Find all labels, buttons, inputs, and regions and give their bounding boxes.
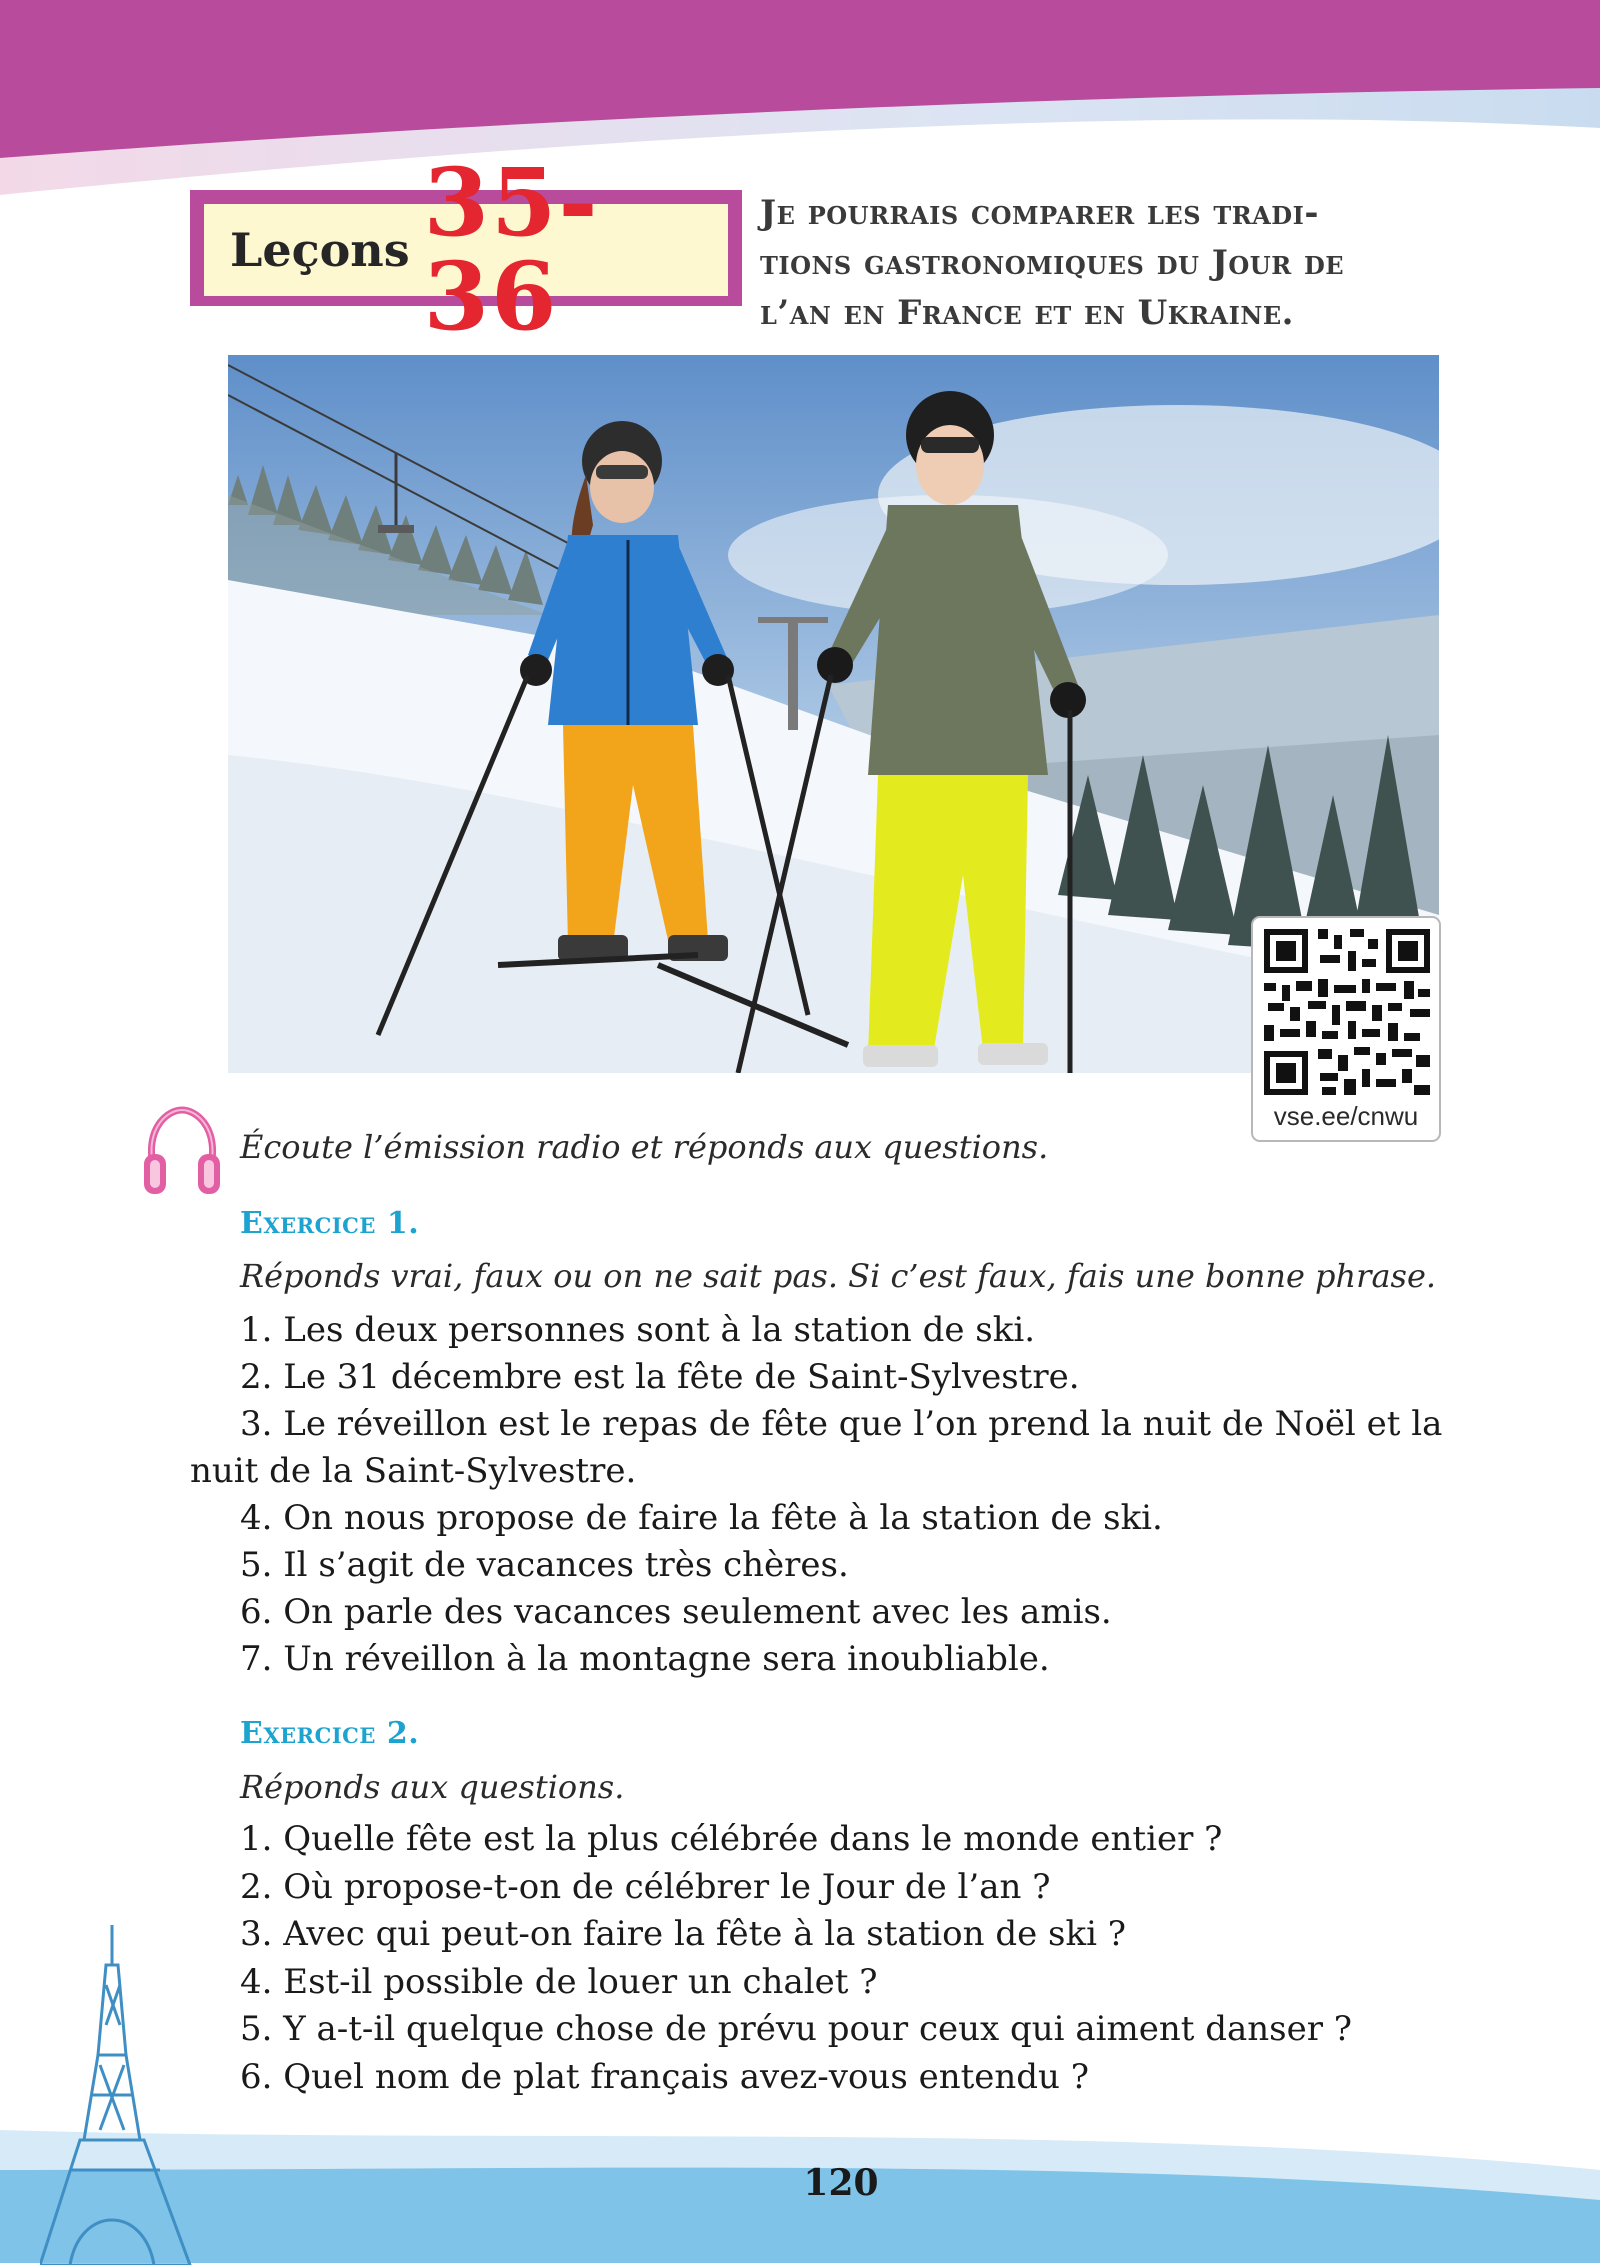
listening-instruction: Écoute l’émission radio et réponds aux questions. [240,1128,1049,1166]
exercise-1-item: 2. Le 31 décembre est la fête de Saint-Sylvestre. [240,1357,1080,1397]
exercise-1-item: 3. Le réveillon est le repas de fête que l’on prend la nuit de Noël et la [240,1404,1443,1444]
eiffel-tower-icon [40,1925,230,2265]
exercise-2-item: 6. Quel nom de plat français avez-vous entendu ? [240,2057,1089,2097]
lesson-word: Leçons [230,223,410,277]
objective-line: l’an en France et en Ukraine. [760,293,1294,333]
exercise-1-item: 5. Il s’agit de vacances très chères. [240,1545,849,1585]
objective-line: Je pourrais comparer les tradi- [760,193,1319,233]
objective-line: tions gastronomiques du Jour de [760,243,1345,283]
exercise-2-item: 2. Où propose-t-on de célébrer le Jour de l’an ? [240,1867,1051,1907]
qr-code [1264,929,1430,1095]
exercise-1-instruction: Réponds vrai, faux ou on ne sait pas. Si c’est faux, fais une bonne phrase. [240,1257,1437,1295]
exercise-2-item: 4. Est-il possible de louer un chalet ? [240,1962,878,2002]
exercise-1-item: 1. Les deux personnes sont à la station de ski. [240,1310,1036,1350]
page-number: 120 [803,2162,879,2204]
qr-code-card[interactable] [1251,916,1441,1142]
exercise-1-title: Exercice 1. [240,1206,420,1241]
exercise-2-item: 1. Quelle fête est la plus célébrée dans le monde entier ? [240,1819,1223,1859]
headphones-icon [142,1104,222,1200]
lesson-number: 35-36 [423,148,600,352]
exercise-2-item: 3. Avec qui peut-on faire la fête à la station de ski ? [240,1914,1126,1954]
exercise-1-item: 6. On parle des vacances seulement avec les amis. [240,1592,1112,1632]
lesson-objective [760,188,1560,338]
lesson-label [190,148,742,352]
exercise-2-instruction: Réponds aux questions. [240,1768,625,1806]
exercise-2-title: Exercice 2. [240,1716,420,1751]
qr-url[interactable]: vse.ee/cnwu [1273,1101,1419,1131]
exercise-1-item-continued: nuit de la Saint-Sylvestre. [190,1451,637,1491]
exercise-1-item: 4. On nous propose de faire la fête à la station de ski. [240,1498,1163,1538]
exercise-1-item: 7. Un réveillon à la montagne sera inoubliable. [240,1639,1050,1679]
exercise-2-item: 5. Y a-t-il quelque chose de prévu pour ceux qui aiment danser ? [240,2009,1352,2049]
top-banner [0,0,1600,200]
